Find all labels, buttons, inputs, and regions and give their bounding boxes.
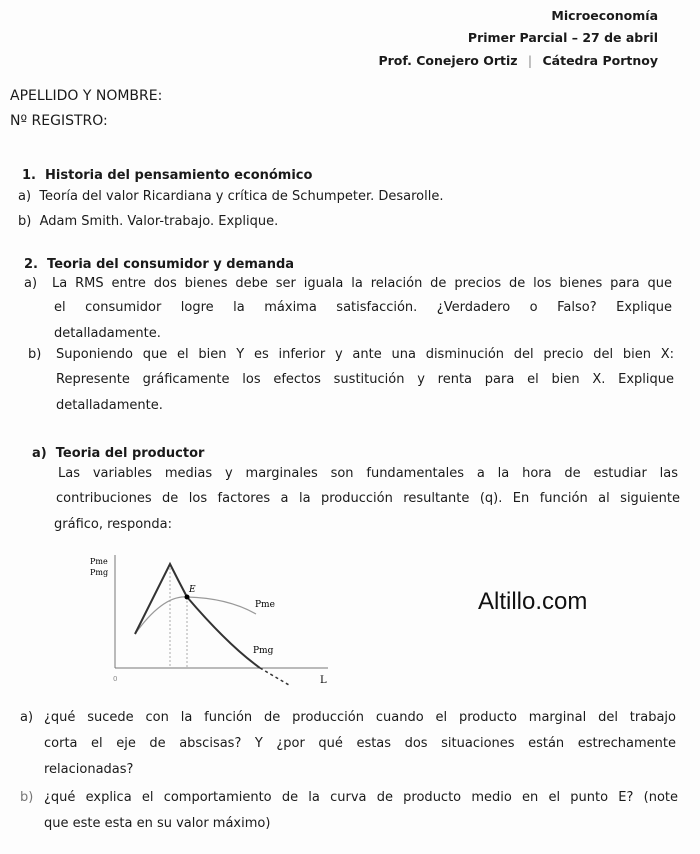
q1b: b) Adam Smith. Valor-trabajo. Explique. <box>18 214 279 229</box>
q2a-line1: La RMS entre dos bienes debe ser iguala la relación de precios de los bienes para que <box>52 276 672 291</box>
pmg-curve <box>135 564 260 668</box>
x-label: L <box>320 675 327 686</box>
pme-label: Pme <box>255 600 275 610</box>
point-e <box>185 595 190 600</box>
section-2-heading: 2. Teoria del consumidor y demanda <box>24 257 295 272</box>
y-label-pmg: Pmg <box>90 568 109 577</box>
q1a: a) Teoría del valor Ricardiana y crítica de Schumpeter. Desarolle. <box>18 189 444 204</box>
exam-title: Primer Parcial – 27 de abril <box>467 30 658 45</box>
q2a-line2: el consumidor logre la máxima satisfacción. ¿Verdadero o Falso? Explique <box>54 300 672 315</box>
intro-line1: Las variables medias y marginales son fundamentales a la hora de estudiar las <box>58 466 678 481</box>
q3a-line3: relacionadas? <box>44 762 134 777</box>
q3a-letter: a) <box>20 710 34 725</box>
intro-line3: gráfico, responda: <box>54 517 172 532</box>
professor: Prof. Conejero Ortiz <box>378 53 518 68</box>
q2b-line2: Represente gráficamente los efectos sustitución y renta para el bien X. Explique <box>56 372 674 387</box>
name-label: APELLIDO Y NOMBRE: <box>10 88 163 104</box>
watermark: Altillo.com <box>478 588 588 615</box>
q3b-line1: ¿qué explica el comportamiento de la curva de producto medio en el punto E? (note <box>44 790 678 805</box>
q2a-line3: detalladamente. <box>54 326 161 341</box>
point-e-label: E <box>189 585 196 595</box>
q3a-line2: corta el eje de abscisas? Y ¿por qué estas dos situaciones están estrechamente <box>44 736 676 751</box>
pme-curve <box>135 597 256 634</box>
section-3-heading: a) Teoria del productor <box>32 446 205 461</box>
q3b-letter: b) <box>20 790 34 805</box>
separator: | <box>527 53 533 68</box>
professor-line <box>378 53 658 68</box>
pmg-dashed <box>260 668 289 685</box>
pmg-label: Pmg <box>253 646 274 656</box>
subject: Microeconomía <box>551 8 658 23</box>
q2b-letter: b) <box>28 347 42 362</box>
origin-label: 0 <box>113 675 118 683</box>
product-curves-graph <box>88 550 338 695</box>
section-1-heading: 1. Historia del pensamiento económico <box>22 168 313 183</box>
q3a-line1: ¿qué sucede con la función de producción cuando el producto marginal del trabajo <box>44 710 676 725</box>
intro-line2: contribuciones de los factores a la producción resultante (q). En función al siguiente <box>56 491 680 506</box>
q3b-line2: que este esta en su valor máximo) <box>44 816 271 831</box>
q2b-line1: Suponiendo que el bien Y es inferior y ante una disminución del precio del bien X: <box>56 347 674 362</box>
y-label-pme: Pme <box>90 557 108 566</box>
q2b-line3: detalladamente. <box>56 398 163 413</box>
q2a-letter: a) <box>24 276 38 291</box>
registry-label: Nº REGISTRO: <box>10 113 108 129</box>
chair: Cátedra Portnoy <box>542 53 658 68</box>
